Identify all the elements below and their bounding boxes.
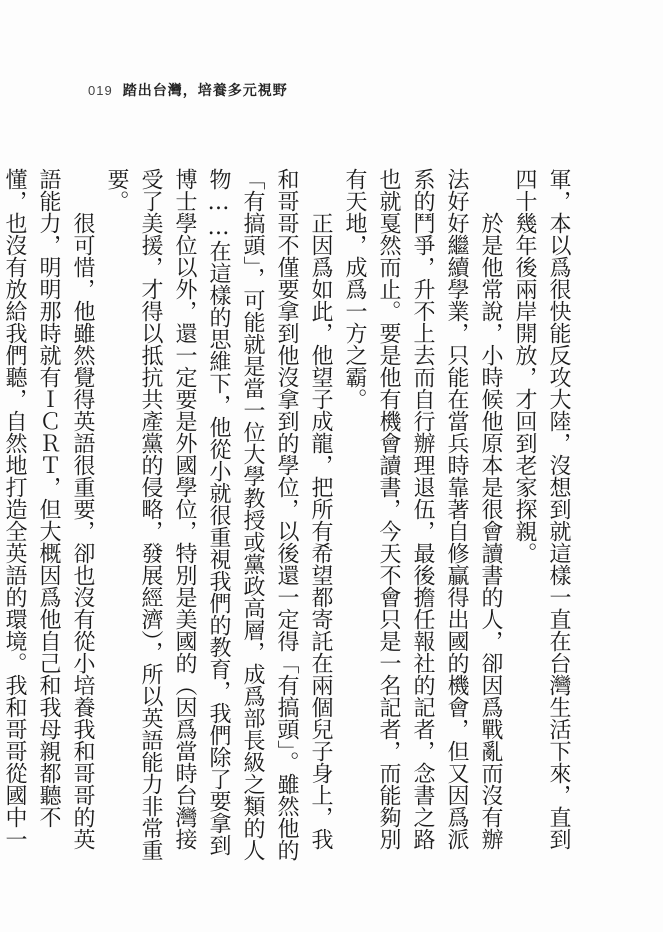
page-header — [88, 80, 288, 100]
vertical-body-text — [2, 168, 575, 868]
page-number: 019 — [88, 83, 113, 98]
paragraph-2: 於是他常說，小時候他原本是很會讀書的人，卻因爲戰亂而沒有辦法好好繼續學業，只能在當兵時靠著自修贏得出國的機會，但又因爲派系的鬥爭，升不上去而自行辦理退伍，最後擔任報社的記者，念書之路也就戛然而止。要是他有機會讀書，今天不會只是一名記者，而能夠別有天地，成爲一方之霸。 — [342, 168, 503, 850]
paragraph-1: 軍，本以爲很快能反攻大陸，沒想到就這樣一直在台灣生活下來，直到四十幾年後兩岸開放，才回到老家探親。 — [512, 168, 571, 850]
paragraph-4: 很可惜，他雖然覺得英語很重要，卻也沒有從小培養我和哥哥的英語能力，明明那時就有ＩＣＲＴ，但大概因爲他自己和我母親都聽不懂，也沒有放給我們聽，自然地打造全英語的環境。我和哥哥從國中一 — [2, 168, 95, 850]
running-title: 踏出台灣，培養多元視野 — [122, 83, 288, 99]
paragraph-3: 正因爲如此，他望子成龍，把所有希望都寄託在兩個兒子身上，我和哥哥不僅要拿到他沒拿到的學位，以後還一定得「有搞頭」。雖然他的「有搞頭」，可能就是當一位大學教授或黨政高層，成爲部長級之類的人物……在這樣的思維下，他從小就很重視我們的教育，我們除了要拿到博士學位以外，還一定要是外國學位，特別是美國的（因爲當時台灣接受了美援，才得以抵抗共產黨的侵略，發展經濟），所以英語能力非常重要。 — [104, 168, 333, 861]
